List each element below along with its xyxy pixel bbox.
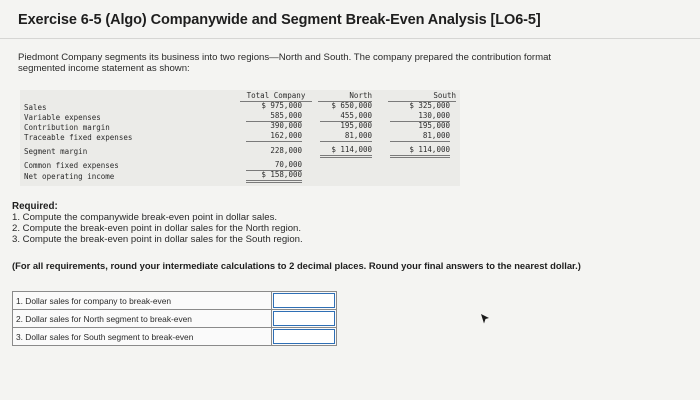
traceable-fixed-total: 162,000 [246, 131, 302, 142]
header-south: South [388, 91, 456, 102]
net-operating-income-total: $ 158,000 [246, 170, 302, 183]
sales-total: $ 975,000 [261, 101, 302, 110]
required-list [12, 212, 303, 245]
header-total-company: Total Company [240, 91, 312, 102]
rounding-instructions: (For all requirements, round your intermediate calculations to 2 decimal places. Round your final answers to the nearest dollar.) [12, 260, 581, 271]
sales-south: $ 325,000 [409, 101, 450, 110]
answer-label-north: 2. Dollar sales for North segment to break-even [13, 310, 272, 328]
row-label-segment-margin: Segment margin [24, 147, 88, 156]
variable-expenses-total: 585,000 [246, 111, 302, 122]
intro-line-1: Piedmont Company segments its business into two regions—North and South. The company prepared the contribution format [18, 52, 552, 63]
segment-margin-north: $ 114,000 [320, 145, 372, 158]
answer-table [12, 291, 337, 346]
answer-row-company [13, 292, 337, 310]
exercise-title: Exercise 6-5 (Algo) Companywide and Segment Break-Even Analysis [LO6-5] [18, 12, 541, 28]
requirement-1: 1. Compute the companywide break-even point in dollar sales. [12, 212, 278, 223]
requirement-2: 2. Compute the break-even point in dollar sales for the North region. [12, 223, 302, 234]
common-fixed-total: 70,000 [246, 160, 302, 171]
intro-line-2: segmented income statement as shown: [18, 63, 190, 74]
variable-expenses-south: 130,000 [390, 111, 450, 122]
row-label-contribution-margin: Contribution margin [24, 123, 110, 132]
segment-margin-south: $ 114,000 [390, 145, 450, 158]
header-north: North [318, 91, 372, 102]
answer-row-north [13, 310, 337, 328]
answer-label-south: 3. Dollar sales for South segment to break-even [13, 328, 272, 346]
row-label-net-operating-income: Net operating income [24, 172, 115, 181]
row-label-common-fixed-expenses: Common fixed expenses [24, 161, 119, 170]
row-label-sales: Sales [24, 103, 47, 112]
north-break-even-input[interactable] [273, 311, 335, 326]
answer-cell-south [272, 328, 337, 346]
row-label-traceable-fixed-expenses: Traceable fixed expenses [24, 133, 133, 142]
contribution-margin-total: 390,000 [270, 121, 302, 130]
answer-label-company: 1. Dollar sales for company to break-even [13, 292, 272, 310]
segment-margin-total: 228,000 [270, 146, 302, 155]
south-break-even-input[interactable] [273, 329, 335, 344]
company-break-even-input[interactable] [273, 293, 335, 308]
mouse-cursor-icon [481, 314, 489, 324]
answer-cell-company [272, 292, 337, 310]
answer-row-south [13, 328, 337, 346]
traceable-fixed-south: 81,000 [390, 131, 450, 142]
variable-expenses-north: 455,000 [320, 111, 372, 122]
traceable-fixed-north: 81,000 [320, 131, 372, 142]
required-heading: Required: [12, 201, 58, 212]
title-divider [0, 38, 700, 39]
requirement-3: 3. Compute the break-even point in dollar sales for the South region. [12, 234, 303, 245]
contribution-margin-north: 195,000 [340, 121, 372, 130]
segmented-income-statement [20, 90, 460, 186]
sales-north: $ 650,000 [331, 101, 372, 110]
answer-cell-north [272, 310, 337, 328]
intro-text [18, 52, 658, 74]
contribution-margin-south: 195,000 [418, 121, 450, 130]
row-label-variable-expenses: Variable expenses [24, 113, 101, 122]
